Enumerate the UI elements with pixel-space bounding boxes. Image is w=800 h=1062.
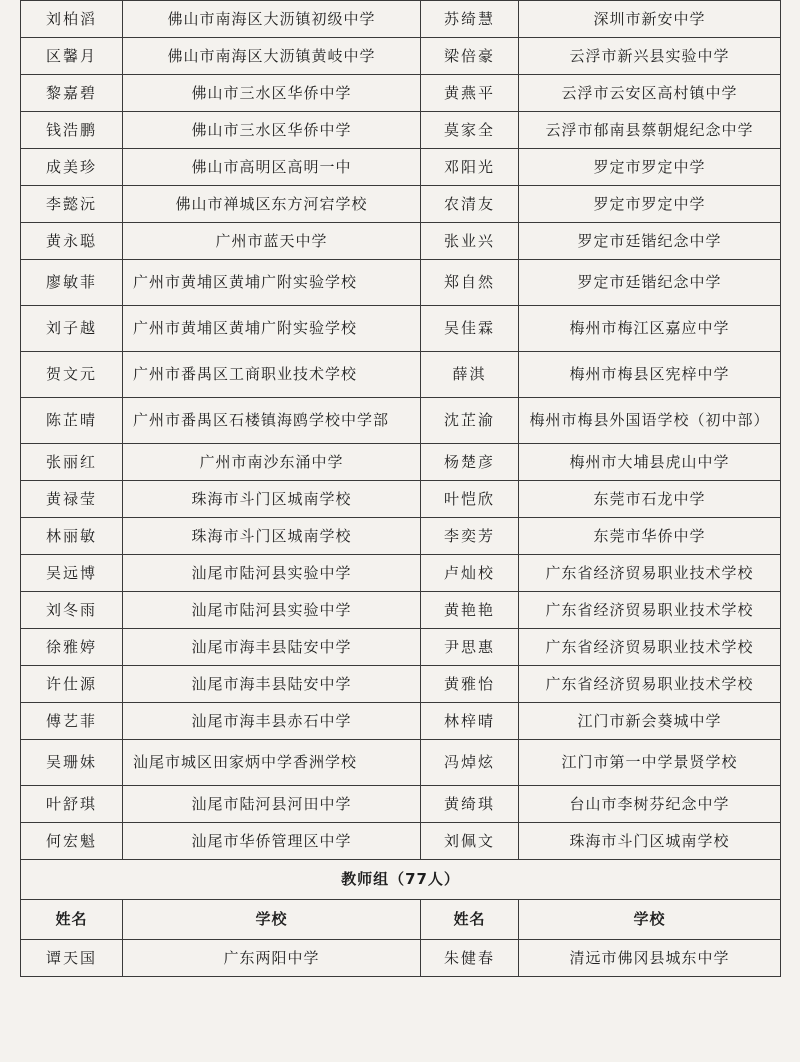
table-row — [21, 629, 781, 666]
student-name: 吴远博 — [21, 555, 123, 592]
student-name: 冯焯炫 — [421, 740, 519, 786]
student-name: 黄燕平 — [421, 75, 519, 112]
school-name: 云浮市郁南县蔡朝焜纪念中学 — [519, 112, 781, 149]
student-name: 傅艺菲 — [21, 703, 123, 740]
table-row — [21, 398, 781, 444]
student-name: 黄艳艳 — [421, 592, 519, 629]
school-name: 云浮市新兴县实验中学 — [519, 38, 781, 75]
student-name: 张丽红 — [21, 444, 123, 481]
school-name: 罗定市廷锴纪念中学 — [519, 223, 781, 260]
school-name: 梅州市大埔县虎山中学 — [519, 444, 781, 481]
student-name: 陈芷晴 — [21, 398, 123, 444]
table-row — [21, 149, 781, 186]
student-name: 徐雅婷 — [21, 629, 123, 666]
student-name: 刘子越 — [21, 306, 123, 352]
table-row — [21, 703, 781, 740]
table-row — [21, 481, 781, 518]
school-name: 汕尾市海丰县赤石中学 — [123, 703, 421, 740]
school-name: 江门市第一中学景贤学校 — [519, 740, 781, 786]
table-row — [21, 786, 781, 823]
student-name: 吴珊妹 — [21, 740, 123, 786]
student-name: 张业兴 — [421, 223, 519, 260]
student-name: 贺文元 — [21, 352, 123, 398]
student-name: 叶舒琪 — [21, 786, 123, 823]
student-name: 廖敏菲 — [21, 260, 123, 306]
student-name: 刘冬雨 — [21, 592, 123, 629]
student-name: 刘佩文 — [421, 823, 519, 860]
table-row — [21, 666, 781, 703]
school-name: 汕尾市陆河县实验中学 — [123, 592, 421, 629]
school-name: 东莞市石龙中学 — [519, 481, 781, 518]
student-name: 林梓晴 — [421, 703, 519, 740]
student-name: 黄绮琪 — [421, 786, 519, 823]
table-row — [21, 38, 781, 75]
student-name: 苏绮慧 — [421, 1, 519, 38]
table-row — [21, 223, 781, 260]
school-name: 佛山市禅城区东方河宕学校 — [123, 186, 421, 223]
table-row — [21, 186, 781, 223]
student-name: 尹思惠 — [421, 629, 519, 666]
school-name: 汕尾市海丰县陆安中学 — [123, 629, 421, 666]
column-header-name: 姓名 — [21, 900, 123, 940]
table-row — [21, 444, 781, 481]
table-body — [21, 1, 781, 977]
section-header-row — [21, 860, 781, 900]
school-name: 汕尾市陆河县实验中学 — [123, 555, 421, 592]
table-row — [21, 112, 781, 149]
student-name: 吴佳霖 — [421, 306, 519, 352]
student-name: 沈芷渝 — [421, 398, 519, 444]
school-name: 台山市李树芬纪念中学 — [519, 786, 781, 823]
student-name: 黄永聪 — [21, 223, 123, 260]
school-name: 清远市佛冈县城东中学 — [519, 940, 781, 977]
student-name: 黄雅怡 — [421, 666, 519, 703]
student-name: 莫家全 — [421, 112, 519, 149]
student-name: 李奕芳 — [421, 518, 519, 555]
school-name: 广东两阳中学 — [123, 940, 421, 977]
student-name: 许仕源 — [21, 666, 123, 703]
school-name: 珠海市斗门区城南学校 — [123, 481, 421, 518]
school-name: 广东省经济贸易职业技术学校 — [519, 592, 781, 629]
table-row — [21, 306, 781, 352]
school-name: 梅州市梅县区宪梓中学 — [519, 352, 781, 398]
school-name: 汕尾市华侨管理区中学 — [123, 823, 421, 860]
student-name: 钱浩鹏 — [21, 112, 123, 149]
student-name: 刘柏滔 — [21, 1, 123, 38]
student-name: 杨楚彦 — [421, 444, 519, 481]
table-row — [21, 555, 781, 592]
student-name: 黎嘉碧 — [21, 75, 123, 112]
school-name: 广州市南沙东涌中学 — [123, 444, 421, 481]
school-name: 珠海市斗门区城南学校 — [519, 823, 781, 860]
student-name: 农清友 — [421, 186, 519, 223]
student-name: 李懿沅 — [21, 186, 123, 223]
table-row — [21, 518, 781, 555]
column-header-school: 学校 — [519, 900, 781, 940]
school-name: 东莞市华侨中学 — [519, 518, 781, 555]
student-name: 林丽敏 — [21, 518, 123, 555]
school-name: 汕尾市城区田家炳中学香洲学校 — [123, 740, 421, 786]
student-name: 郑自然 — [421, 260, 519, 306]
school-name: 广东省经济贸易职业技术学校 — [519, 555, 781, 592]
column-header-name: 姓名 — [421, 900, 519, 940]
school-name: 梅州市梅江区嘉应中学 — [519, 306, 781, 352]
student-name: 梁倍豪 — [421, 38, 519, 75]
table-row — [21, 592, 781, 629]
student-name: 谭天国 — [21, 940, 123, 977]
school-name: 佛山市三水区华侨中学 — [123, 75, 421, 112]
school-name: 广州市番禺区工商职业技术学校 — [123, 352, 421, 398]
school-name: 江门市新会葵城中学 — [519, 703, 781, 740]
school-name: 广东省经济贸易职业技术学校 — [519, 666, 781, 703]
table-row — [21, 352, 781, 398]
school-name: 汕尾市海丰县陆安中学 — [123, 666, 421, 703]
column-header-row — [21, 900, 781, 940]
school-name: 梅州市梅县外国语学校（初中部） — [519, 398, 781, 444]
student-name: 邓阳光 — [421, 149, 519, 186]
school-name: 佛山市南海区大沥镇黄岐中学 — [123, 38, 421, 75]
table-row — [21, 75, 781, 112]
school-name: 广东省经济贸易职业技术学校 — [519, 629, 781, 666]
table-row — [21, 1, 781, 38]
award-list-table — [20, 0, 781, 977]
student-name: 成美珍 — [21, 149, 123, 186]
school-name: 广州市蓝天中学 — [123, 223, 421, 260]
student-name: 何宏魁 — [21, 823, 123, 860]
section-title: 教师组（77人） — [21, 860, 781, 900]
school-name: 云浮市云安区高村镇中学 — [519, 75, 781, 112]
column-header-school: 学校 — [123, 900, 421, 940]
table-row — [21, 260, 781, 306]
school-name: 广州市黄埔区黄埔广附实验学校 — [123, 306, 421, 352]
table-row — [21, 740, 781, 786]
student-name: 黄禄莹 — [21, 481, 123, 518]
table-row — [21, 823, 781, 860]
school-name: 珠海市斗门区城南学校 — [123, 518, 421, 555]
school-name: 罗定市廷锴纪念中学 — [519, 260, 781, 306]
school-name: 深圳市新安中学 — [519, 1, 781, 38]
student-name: 区馨月 — [21, 38, 123, 75]
school-name: 广州市番禺区石楼镇海鸥学校中学部 — [123, 398, 421, 444]
student-name: 叶恺欣 — [421, 481, 519, 518]
school-name: 佛山市高明区高明一中 — [123, 149, 421, 186]
student-name: 朱健春 — [421, 940, 519, 977]
student-name: 卢灿校 — [421, 555, 519, 592]
school-name: 汕尾市陆河县河田中学 — [123, 786, 421, 823]
student-name: 薛淇 — [421, 352, 519, 398]
school-name: 罗定市罗定中学 — [519, 149, 781, 186]
school-name: 佛山市三水区华侨中学 — [123, 112, 421, 149]
school-name: 广州市黄埔区黄埔广附实验学校 — [123, 260, 421, 306]
table-row — [21, 940, 781, 977]
school-name: 罗定市罗定中学 — [519, 186, 781, 223]
school-name: 佛山市南海区大沥镇初级中学 — [123, 1, 421, 38]
